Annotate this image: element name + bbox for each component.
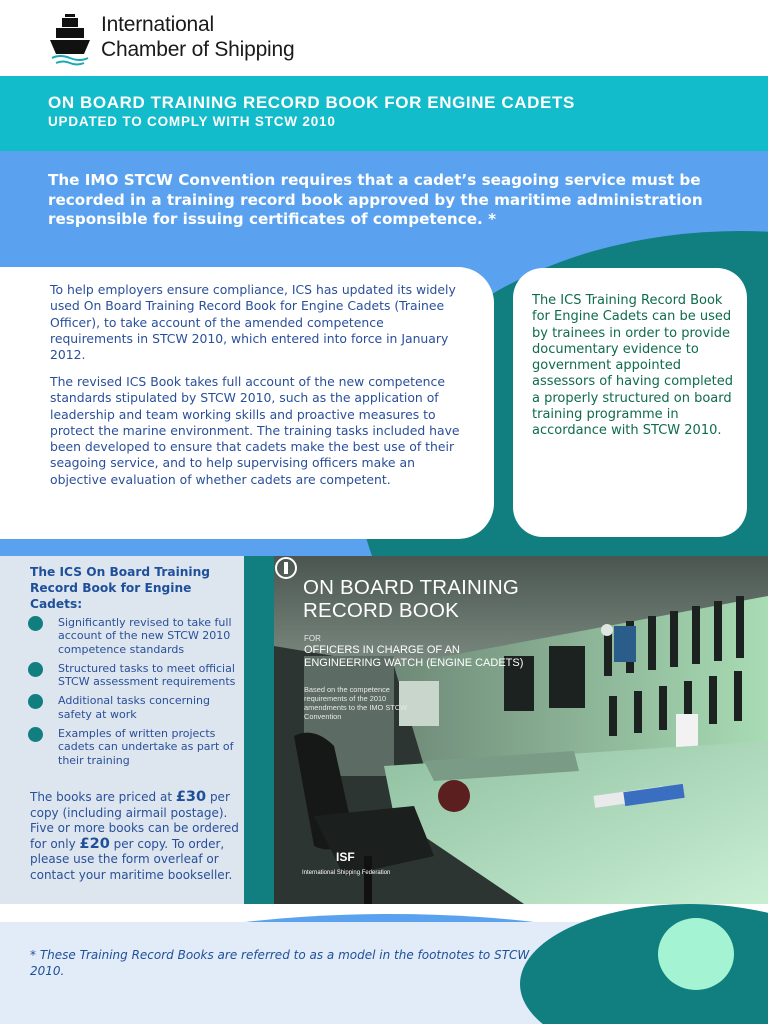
list-item <box>28 694 238 721</box>
price-text-post: per copy. To order, please use the form overleaf or contact your maritime bookseller. <box>30 836 233 882</box>
left-card-paragraph-2: The revised ICS Book takes full account of the new competence standards stipulated by STCW 2010, such as the application of leadership and team working skills and proactive measures to protect the marine environment. The training tasks included have been developed to ensure that cadets make the best use of their seagoing service, and to help supervising officers make an objective evaluation of whether cadets are competent. <box>50 374 460 487</box>
org-name-line1: International <box>101 13 214 36</box>
bullet-icon <box>28 662 43 677</box>
org-name-line2: Chamber of Shipping <box>101 38 295 61</box>
price-text-pre: The books are priced at <box>30 790 176 804</box>
features-list <box>28 616 238 773</box>
left-info-card <box>0 267 494 539</box>
bullet-icon <box>28 727 43 742</box>
bullet-icon <box>28 616 43 631</box>
footer <box>0 904 768 1024</box>
right-info-card <box>513 268 747 537</box>
list-item-text: Examples of written projects cadets can undertake as part of their training <box>58 727 234 767</box>
publisher-name: International Shipping Federation <box>302 870 391 876</box>
isf-logo-text: ISF <box>336 850 355 864</box>
right-card-text: The ICS Training Record Book for Engine Cadets can be used by trainees in order to provide documentary evidence to government appointed assessors of having completed a properly structured on board training programme in accordance with STCW 2010. <box>532 293 734 439</box>
cover-subtitle <box>304 644 544 670</box>
header <box>0 0 768 76</box>
list-item <box>28 727 238 767</box>
org-name <box>101 12 295 62</box>
title-band <box>0 76 768 151</box>
decorative-circle-icon <box>658 918 734 990</box>
price-bulk: £20 <box>79 835 110 852</box>
features-heading: The ICS On Board Training Record Book for Engine Cadets: <box>30 565 211 611</box>
page-title: ON BOARD TRAINING RECORD BOOK FOR ENGINE CADETS <box>48 93 575 112</box>
cover-title-line2: RECORD BOOK <box>303 599 459 622</box>
list-item-text: Structured tasks to meet official STCW assessment requirements <box>58 661 236 689</box>
cover-title-line1: ON BOARD TRAINING <box>303 576 520 599</box>
cover-title <box>303 576 603 622</box>
bullet-icon <box>28 694 43 709</box>
pricing-text <box>30 790 240 884</box>
book-cover-image <box>274 556 768 904</box>
cover-subtitle-line1: OFFICERS IN CHARGE OF AN <box>304 644 460 656</box>
list-item-text: Additional tasks concerning safety at work <box>58 694 210 721</box>
price-text-mid: per copy (including airmail postage). Five or more books can be ordered for only <box>30 790 239 851</box>
footnote: * These Training Record Books are referred to as a model in the footnotes to STCW 2010. <box>30 948 530 978</box>
intro-text: The IMO STCW Convention requires that a cadet’s seagoing service must be recorded in a training record book approved by the maritime administration responsible for issuing certificates of competence. * <box>48 171 703 228</box>
isf-logo-icon <box>274 556 304 580</box>
list-item-text: Significantly revised to take full account of the new STCW 2010 competence standards <box>58 616 232 656</box>
cover-subtitle-line2: ENGINEERING WATCH (ENGINE CADETS) <box>304 657 524 669</box>
list-item <box>28 616 238 656</box>
cover-for-label: FOR <box>304 634 321 643</box>
ship-logo-icon <box>50 14 90 68</box>
left-card-paragraph-1: To help employers ensure compliance, ICS has updated its widely used On Board Training Record Book for Engine Cadets (Trainee Officer), to take account of the amended competence requirements in STCW 2010, which entered into force in January 2012. <box>50 282 456 363</box>
features-panel <box>0 556 244 904</box>
page-subtitle: UPDATED TO COMPLY WITH STCW 2010 <box>48 114 336 129</box>
price-single: £30 <box>175 789 207 805</box>
list-item <box>28 662 238 689</box>
cover-note: Based on the competence requirements of the 2010 amendments to the IMO STCW Convention <box>304 685 408 721</box>
